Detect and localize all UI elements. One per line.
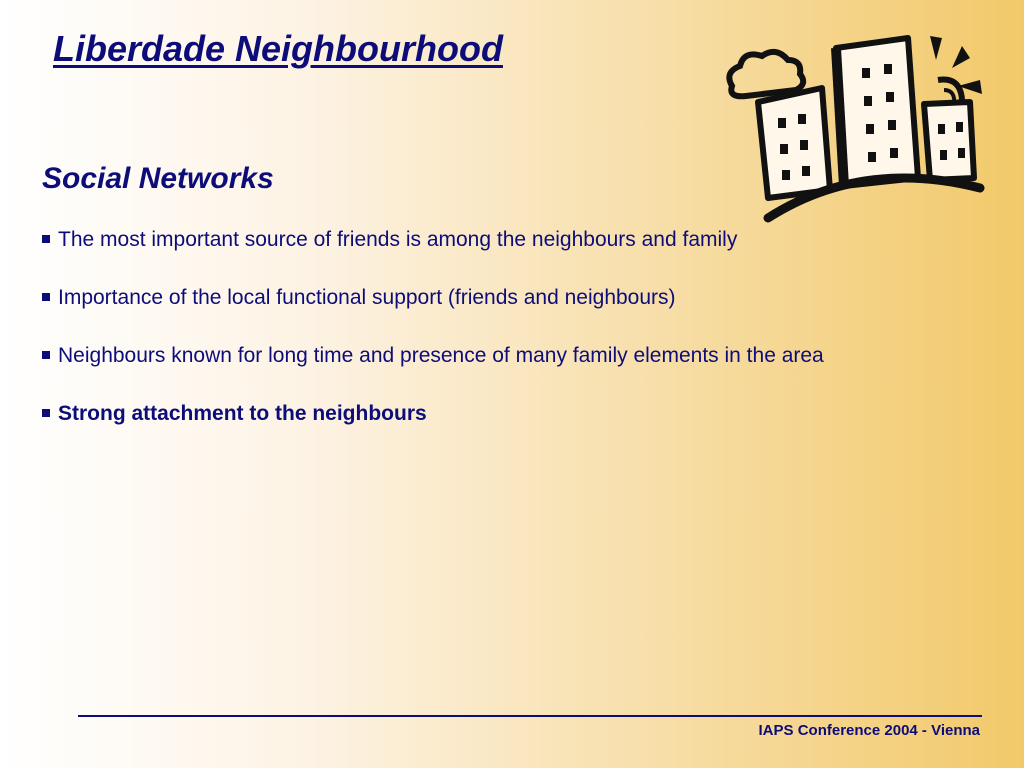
square-bullet-icon [42, 235, 50, 243]
square-bullet-icon [42, 351, 50, 359]
square-bullet-icon [42, 293, 50, 301]
section-heading: Social Networks [42, 162, 274, 195]
bullet-text: The most important source of friends is among the neighbours and family [58, 228, 738, 251]
footer-text: IAPS Conference 2004 - Vienna [758, 722, 980, 739]
bullet-text: Strong attachment to the neighbours [58, 402, 427, 425]
bullet-text: Importance of the local functional support (friends and neighbours) [58, 286, 676, 309]
bullet-item [42, 286, 1012, 344]
bullet-item [42, 344, 1012, 402]
bullet-item [42, 228, 1012, 286]
square-bullet-icon [42, 409, 50, 417]
city-buildings-sun-icon [712, 28, 992, 228]
bullet-text: Neighbours known for long time and presence of many family elements in the area [58, 344, 824, 367]
slide-title: Liberdade Neighbourhood [53, 28, 503, 69]
bullet-list [42, 228, 1012, 460]
footer-divider [78, 715, 982, 717]
bullet-item-emphasis [42, 402, 1012, 460]
